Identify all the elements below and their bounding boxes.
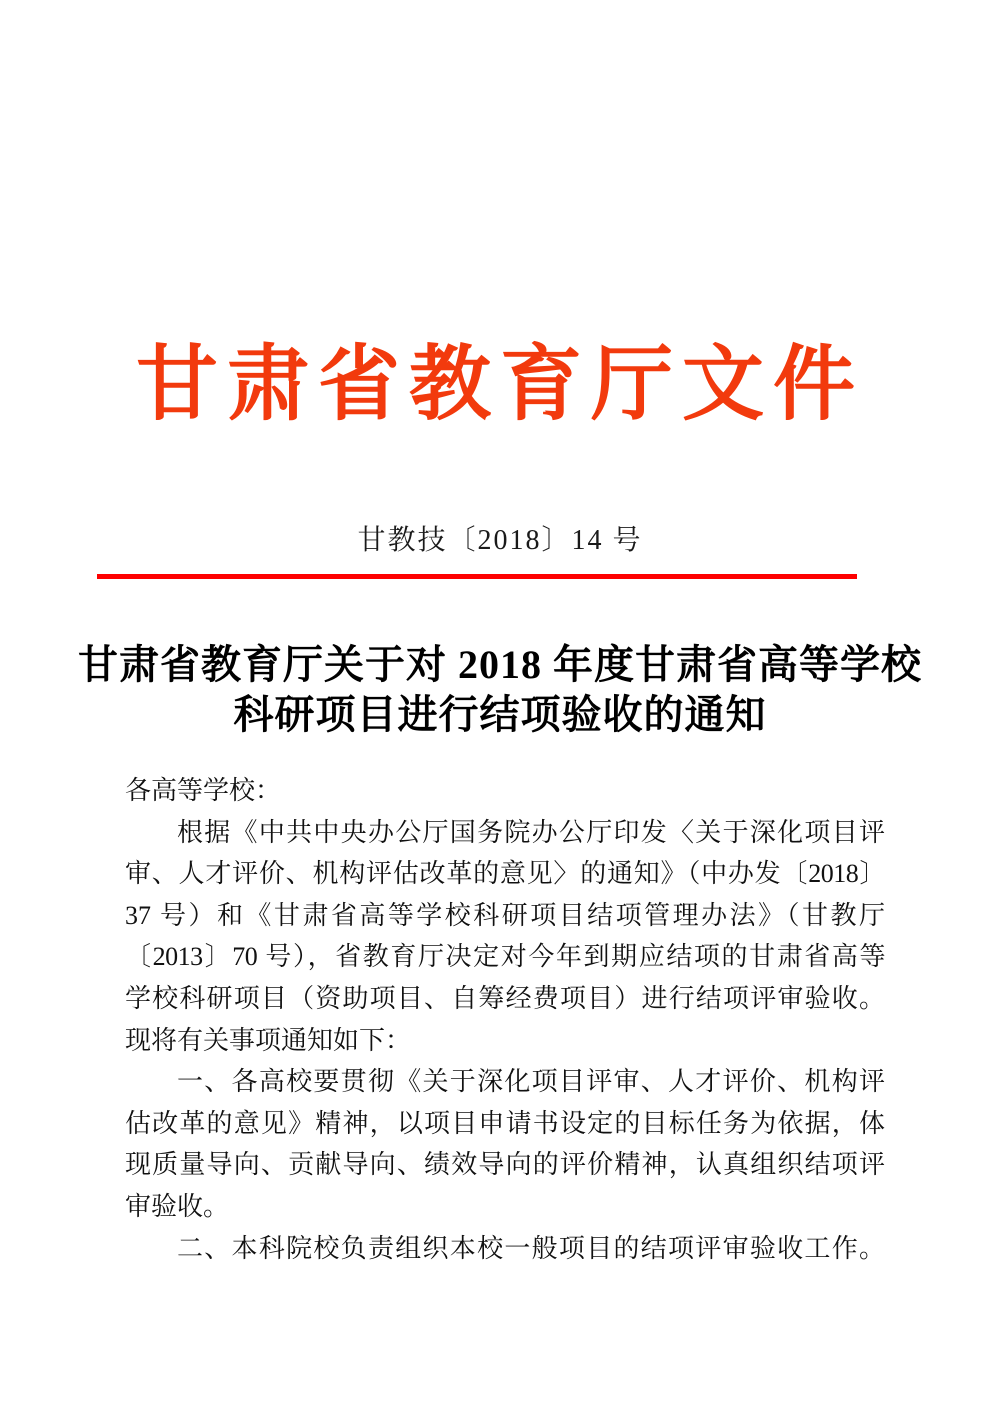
body-line: 估改革的意见》精神，以项目申请书设定的目标任务为依据，体 <box>125 1108 885 1138</box>
document-title-line-2: 科研项目进行结项验收的通知 <box>233 692 767 737</box>
body-line: 现将有关事项通知如下： <box>125 1025 412 1055</box>
body-line: 审、人才评价、机构评估改革的意见〉的通知》（中办发〔2018〕 <box>125 859 885 889</box>
body-line: 根据《中共中央办公厅国务院办公厅印发〈关于深化项目评 <box>177 817 885 847</box>
body-line-salutation: 各高等学校： <box>125 776 282 805</box>
document-body <box>125 770 885 1269</box>
body-line: 37 号）和《甘肃省高等学校科研项目结项管理办法》（甘教厅 <box>125 900 885 930</box>
agency-red-header: 甘肃省教育厅文件 <box>135 339 864 430</box>
body-line-item-1: 一、各高校要贯彻《关于深化项目评审、人才评价、机构评 <box>177 1067 885 1097</box>
body-line: 学校科研项目（资助项目、自筹经费项目）进行结项评审验收。 <box>125 983 885 1013</box>
body-line: 〔2013〕70 号），省教育厅决定对今年到期应结项的甘肃省高等 <box>125 942 885 972</box>
document-title-line-1: 甘肃省教育厅关于对 2018 年度甘肃省高等学校 <box>78 642 922 687</box>
body-line: 现质量导向、贡献导向、绩效导向的评价精神，认真组织结项评 <box>125 1150 885 1180</box>
document-title <box>0 640 1000 740</box>
body-line-item-2: 二、本科院校负责组织本校一般项目的结项评审验收工作。 <box>177 1233 885 1263</box>
body-line: 审验收。 <box>125 1191 230 1221</box>
red-divider-line <box>97 574 857 579</box>
document-number: 甘教技〔2018〕14 号 <box>357 525 643 556</box>
